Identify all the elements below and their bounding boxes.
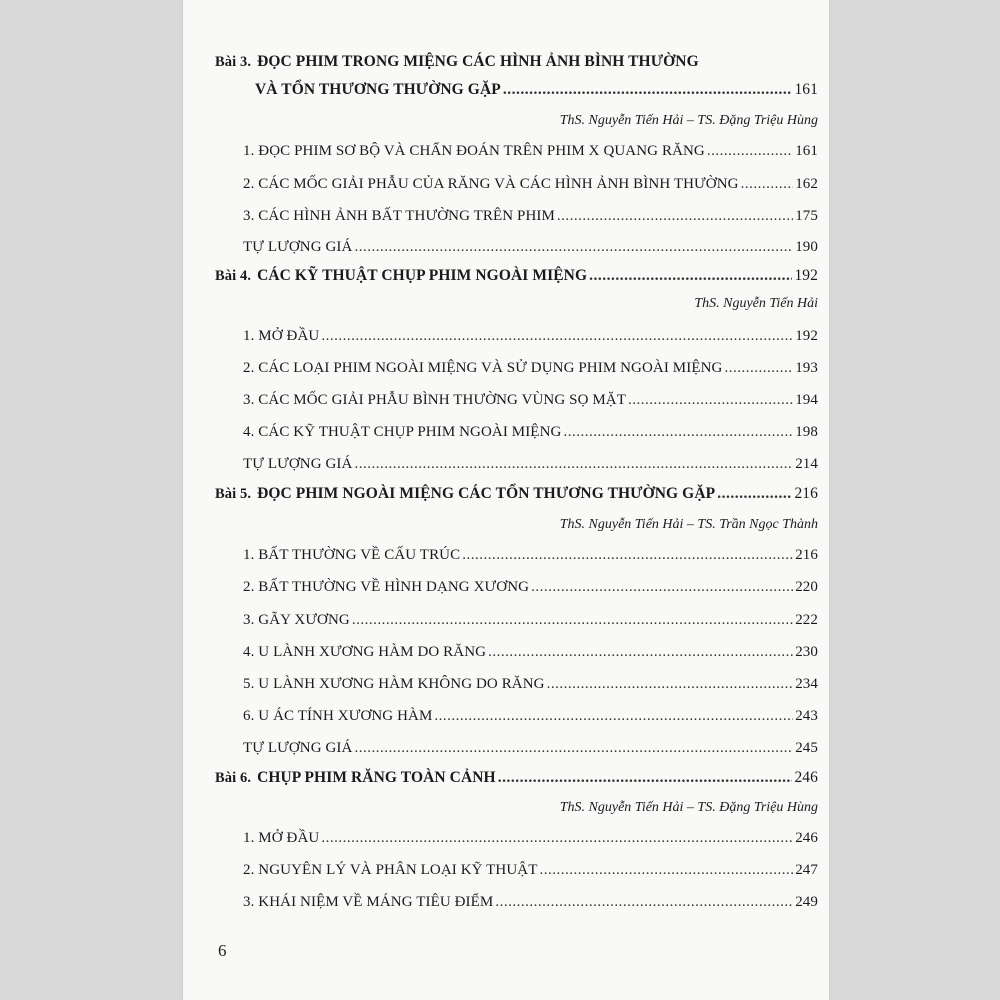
toc-item: TỰ LƯỢNG GIÁ ..... 245 bbox=[215, 738, 818, 758]
book-page bbox=[183, 0, 829, 1000]
lesson-authors: ThS. Nguyễn Tiến Hải – TS. Đặng Triệu Hùng bbox=[559, 800, 818, 815]
page-number: 6 bbox=[218, 941, 227, 960]
toc-item: 2. NGUYÊN LÝ VÀ PHÂN LOẠI KỸ THUẬT ..... 247 bbox=[215, 860, 818, 880]
toc-item: 6. U ÁC TÍNH XƯƠNG HÀM ..... 243 bbox=[215, 706, 818, 726]
lesson-label: Bài 5. bbox=[215, 486, 252, 502]
lesson-3-heading bbox=[215, 52, 818, 72]
lesson-5-heading bbox=[215, 484, 818, 504]
toc-item: 3. CÁC HÌNH ẢNH BẤT THƯỜNG TRÊN PHIM ..... 175 bbox=[215, 206, 818, 226]
lesson-authors: ThS. Nguyễn Tiến Hải – TS. Đặng Triệu Hùng bbox=[559, 113, 818, 128]
lesson-authors: ThS. Nguyễn Tiến Hải – TS. Trần Ngọc Thành bbox=[559, 517, 818, 532]
toc-item: 2. CÁC LOẠI PHIM NGOÀI MIỆNG VÀ SỬ DỤNG PHIM NGOÀI MIỆNG ..... 193 bbox=[215, 358, 818, 378]
leader-dots bbox=[589, 266, 792, 286]
toc-item: 3. KHÁI NIỆM VỀ MÁNG TIÊU ĐIỂM ..... 249 bbox=[215, 892, 818, 912]
page-ref: 192 bbox=[794, 267, 818, 284]
toc-item: 2. BẤT THƯỜNG VỀ HÌNH DẠNG XƯƠNG ..... 220 bbox=[215, 577, 818, 597]
toc-item: 1. MỞ ĐẦU ..... 246 bbox=[215, 828, 818, 848]
toc-item: 4. U LÀNH XƯƠNG HÀM DO RĂNG ..... 230 bbox=[215, 642, 818, 662]
toc-item: 2. CÁC MỐC GIẢI PHẪU CỦA RĂNG VÀ CÁC HÌNH ẢNH BÌNH THƯỜNG ..... 162 bbox=[215, 174, 818, 194]
lesson-authors: ThS. Nguyễn Tiến Hải bbox=[694, 296, 818, 311]
lesson-6-heading bbox=[215, 768, 818, 788]
lesson-label: Bài 4. bbox=[215, 268, 252, 284]
toc-item: 1. MỞ ĐẦU ..... 192 bbox=[215, 326, 818, 346]
leader-dots bbox=[498, 768, 793, 788]
toc-item: TỰ LƯỢNG GIÁ ..... 190 bbox=[215, 237, 818, 257]
leader-dots bbox=[503, 80, 793, 100]
toc-item: 1. BẤT THƯỜNG VỀ CẤU TRÚC ..... 216 bbox=[215, 545, 818, 565]
toc-item: 4. CÁC KỸ THUẬT CHỤP PHIM NGOÀI MIỆNG ..... 198 bbox=[215, 422, 818, 442]
lesson-4-heading bbox=[215, 266, 818, 286]
lesson-label: Bài 6. bbox=[215, 770, 252, 786]
toc-item: 3. CÁC MỐC GIẢI PHẪU BÌNH THƯỜNG VÙNG SỌ MẶT ..... 194 bbox=[215, 390, 818, 410]
lesson-title: ĐỌC PHIM TRONG MIỆNG CÁC HÌNH ẢNH BÌNH THƯỜNG bbox=[257, 53, 699, 70]
toc-item: 1. ĐỌC PHIM SƠ BỘ VÀ CHẨN ĐOÁN TRÊN PHIM X QUANG RĂNG ..... 161 bbox=[215, 141, 818, 161]
toc-item: 5. U LÀNH XƯƠNG HÀM KHÔNG DO RĂNG ..... 234 bbox=[215, 674, 818, 694]
page-ref: 216 bbox=[794, 485, 818, 502]
page-ref: 246 bbox=[794, 769, 818, 786]
lesson-label: Bài 3. bbox=[215, 54, 252, 70]
lesson-3-heading-line2 bbox=[215, 80, 818, 100]
lesson-title: CHỤP PHIM RĂNG TOÀN CẢNH bbox=[257, 769, 496, 786]
toc-item: TỰ LƯỢNG GIÁ ..... 214 bbox=[215, 454, 818, 474]
leader-dots bbox=[717, 484, 792, 504]
toc-item: 3. GÃY XƯƠNG ..... 222 bbox=[215, 610, 818, 630]
lesson-title: ĐỌC PHIM NGOÀI MIỆNG CÁC TỔN THƯƠNG THƯỜNG GẶP bbox=[257, 485, 716, 502]
page-ref: 161 bbox=[794, 81, 818, 98]
lesson-title: CÁC KỸ THUẬT CHỤP PHIM NGOÀI MIỆNG bbox=[257, 267, 588, 284]
lesson-title-line2: VÀ TỔN THƯƠNG THƯỜNG GẶP bbox=[255, 81, 501, 98]
